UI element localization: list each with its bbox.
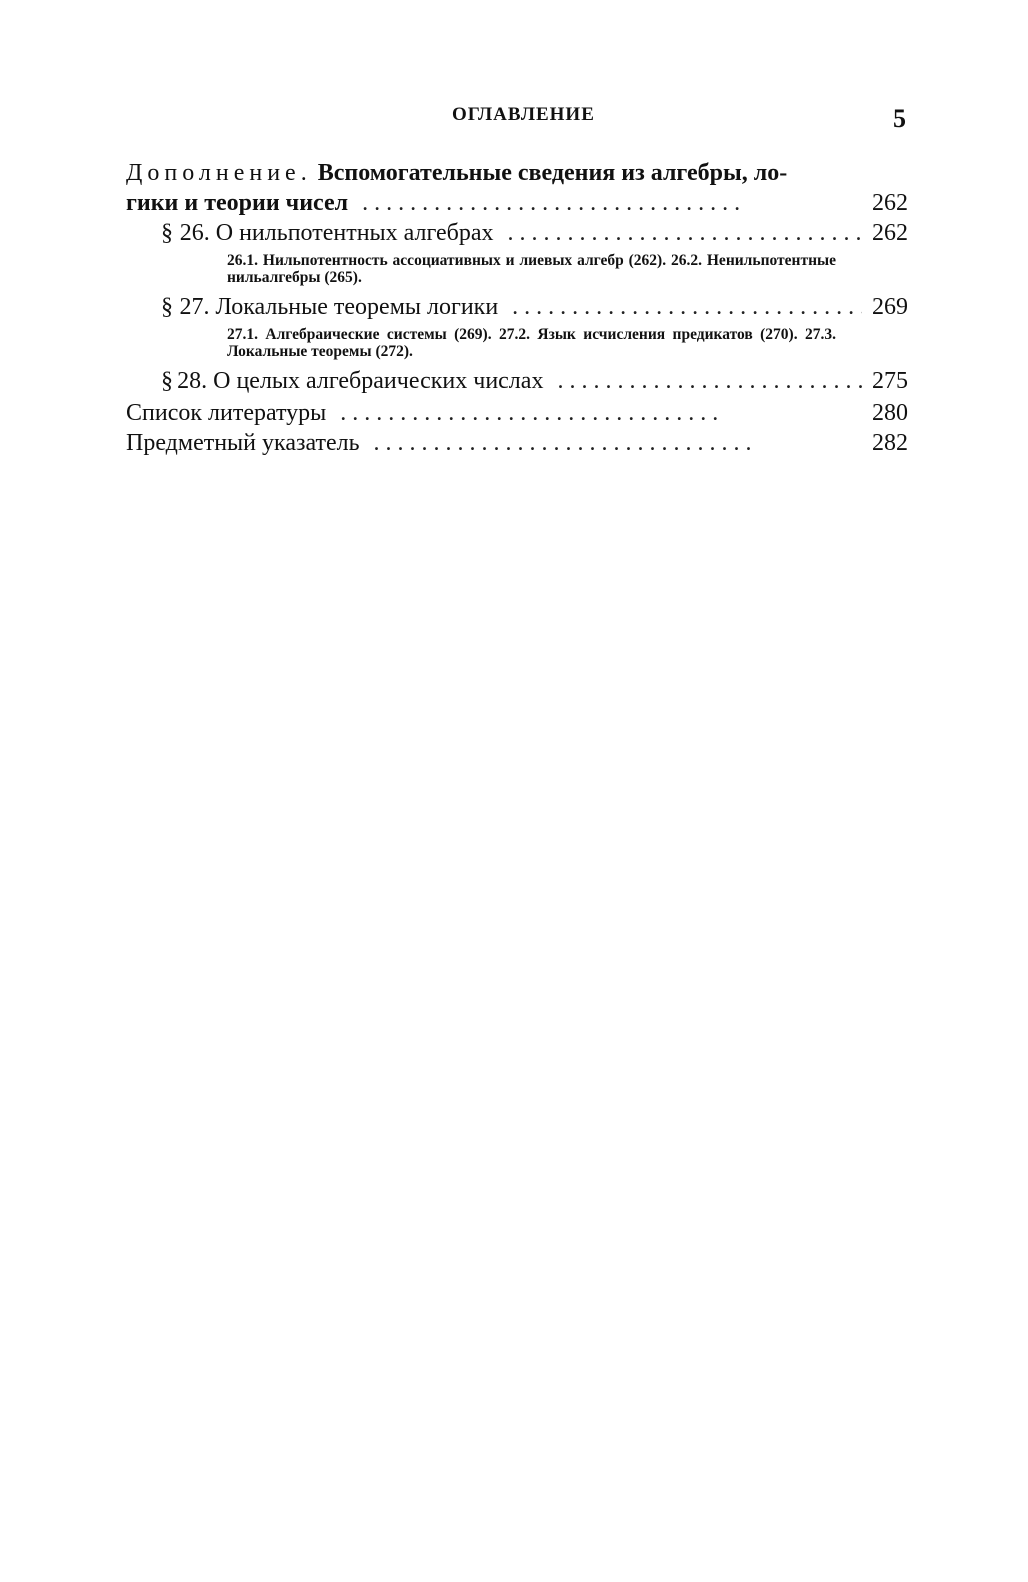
- toc-entry-bibliography: [126, 398, 908, 428]
- appendix-label: Дополнение.: [126, 160, 312, 186]
- appendix-title-continued: гики и теории чисел: [126, 190, 349, 216]
- toc-entry-section-28: [126, 366, 908, 396]
- appendix-title: Вспомогательные сведения из алгебры, ло-: [317, 160, 788, 186]
- section-title: 28. О целых алгебраических числах: [177, 368, 544, 394]
- appendix-title-line1: [126, 158, 908, 188]
- dot-leader: [512, 292, 862, 322]
- appendix-title-line2: [126, 188, 908, 218]
- section-symbol: §: [161, 220, 173, 246]
- section-page: 262: [872, 220, 908, 246]
- index-title: Предметный указатель: [126, 430, 360, 456]
- appendix-page: 262: [872, 190, 908, 216]
- toc-entry-section-27: [126, 292, 908, 322]
- page-number: 5: [893, 104, 906, 133]
- dot-leader: [374, 428, 862, 458]
- dot-leader: [362, 188, 862, 218]
- index-page: 282: [872, 430, 908, 456]
- dot-leader: [557, 366, 862, 396]
- subsection-list-26: 26.1. Нильпотентность ассоциативных и лиевых алгебр (262). 26.2. Ненильпотентные нильалгебры (265).: [227, 252, 836, 286]
- section-title: 26. О нильпотентных алгебрах: [179, 220, 494, 246]
- section-page: 269: [872, 294, 908, 320]
- section-page: 275: [872, 368, 908, 394]
- toc-entry-index: [126, 428, 908, 458]
- bibliography-page: 280: [872, 400, 908, 426]
- toc-entry-section-26: [126, 218, 908, 248]
- dot-leader: [508, 218, 862, 248]
- bibliography-title: Список литературы: [126, 400, 327, 426]
- table-of-contents: [126, 158, 908, 458]
- dot-leader: [340, 398, 862, 428]
- section-symbol: §: [161, 294, 173, 320]
- section-symbol: §: [161, 368, 173, 394]
- section-title: 27. Локальные теоремы логики: [179, 294, 499, 320]
- toc-entry-appendix: [126, 158, 908, 218]
- subsection-list-27: 27.1. Алгебраические системы (269). 27.2. Язык исчисления предикатов (270). 27.3. Локальные теоремы (272).: [227, 326, 836, 360]
- running-title: ОГЛАВЛЕНИЕ: [452, 104, 595, 125]
